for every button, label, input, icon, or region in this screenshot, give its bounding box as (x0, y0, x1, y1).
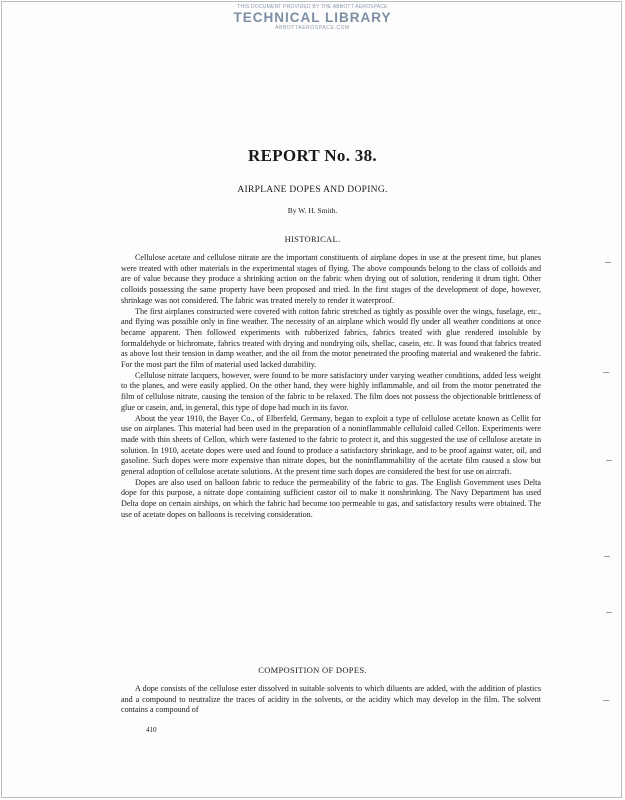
scan-artifact (603, 372, 609, 373)
scan-artifact (605, 262, 611, 263)
paragraph: About the year 1910, the Bayer Co., of Elberfeld, Germany, began to exploit a type of cellulose acetate known as Cellit for use on airplanes. This material had been used in the preparation of a noninflammable celluloid called Cellon. Experiments were made with thin sheets of Cellon, which were fastened to the fabric to protect it, and this suggested the use of cellulose acetate in solution. In 1910, acetate dopes were used and found to produce a satisfactory shrinkage, and to be proof against water, oil, and gasoline. Such dopes were more expensive than nitrate dopes, but the noninflammability of the acetate film caused a slow but general adoption of cellulose acetate solutions. At the present time such dopes are considered the best for use on aircraft. (121, 413, 541, 477)
paragraph: Dopes are also used on balloon fabric to reduce the permeability of the fabric to gas. The English Government uses Delta dope for this purpose, a nitrate dope containing sufficient castor oil to make it nonshrinking. The Navy Department has used Delta dope on certain airships, on which the fabric had become too permeable to gas, and satisfactory results were obtained. The use of acetate dopes on balloons is receiving consideration. (121, 477, 541, 519)
paragraph: The first airplanes constructed were covered with cotton fabric stretched as tightly as possible over the wings, fuselage, etc., and flying was possible only in fine weather. The necessity of an airplane which would fly under all weather conditions at once became apparent. Then followed experiments with rubberized fabrics, fabrics treated with glue rendered insoluble by formaldehyde or bichromate, fabrics treated with drying and nondrying oils, shellac, casein, etc. It was found that fabrics treated as above lost their tension in damp weather, and the oil from the motor penetrated the proofing material and weakened the fabric. For the most part the film of material used lacked durability. (121, 306, 541, 370)
library-provided-line: THIS DOCUMENT PROVIDED BY THE ABBOTT AEROSPACE (237, 4, 388, 10)
scan-artifact (606, 460, 612, 461)
section-heading-historical: HISTORICAL. (284, 234, 341, 244)
paragraph: Cellulose nitrate lacquers, however, were found to be more satisfactory under varying weather conditions, added less weight to the planes, and were easily applied. On the other hand, they were highly inflammable, and oil from the motor penetrated the film of cellulose nitrate, causing the tension of the fabric to be relaxed. The film does not possess the objectionable brittleness of glue or casein, and, in general, this type of dope had much in its favor. (121, 370, 541, 412)
report-title: REPORT No. 38. (248, 146, 377, 165)
author-byline: By W. H. Smith. (287, 206, 338, 215)
scan-artifact (604, 556, 610, 557)
paragraph: A dope consists of the cellulose ester dissolved in suitable solvents to which diluents are added, with the addition of plastics and a compound to neutralize the traces of acidity in the solvents, or the acidity which may develop in the film. The solvent contains a compound of (121, 684, 541, 715)
paragraph: Cellulose acetate and cellulose nitrate are the important constituents of airplane dopes in use at the present time, but planes were treated with other materials in the experimental stages of flying. The above compounds belong to the class of colloids and are of value because they produce a shrinking action on the fabric when drying out of solution, rendering it drum tight. Other colloids possessing the same property have been proposed and tried. In the first stages of the development of dope, however, shrinkage was not considered. The fabric was treated merely to render it waterproof. (121, 253, 541, 305)
scan-artifact (603, 700, 609, 701)
library-name: TECHNICAL LIBRARY (233, 10, 392, 25)
composition-body (121, 684, 541, 716)
historical-body (121, 253, 541, 521)
library-watermark (0, 4, 625, 31)
document-title: AIRPLANE DOPES AND DOPING. (237, 185, 388, 195)
library-url: ABBOTTAEROSPACE.COM (275, 25, 350, 31)
section-heading-composition: COMPOSITION OF DOPES. (258, 665, 367, 675)
scan-artifact (606, 612, 612, 613)
page-number: 410 (146, 726, 157, 734)
